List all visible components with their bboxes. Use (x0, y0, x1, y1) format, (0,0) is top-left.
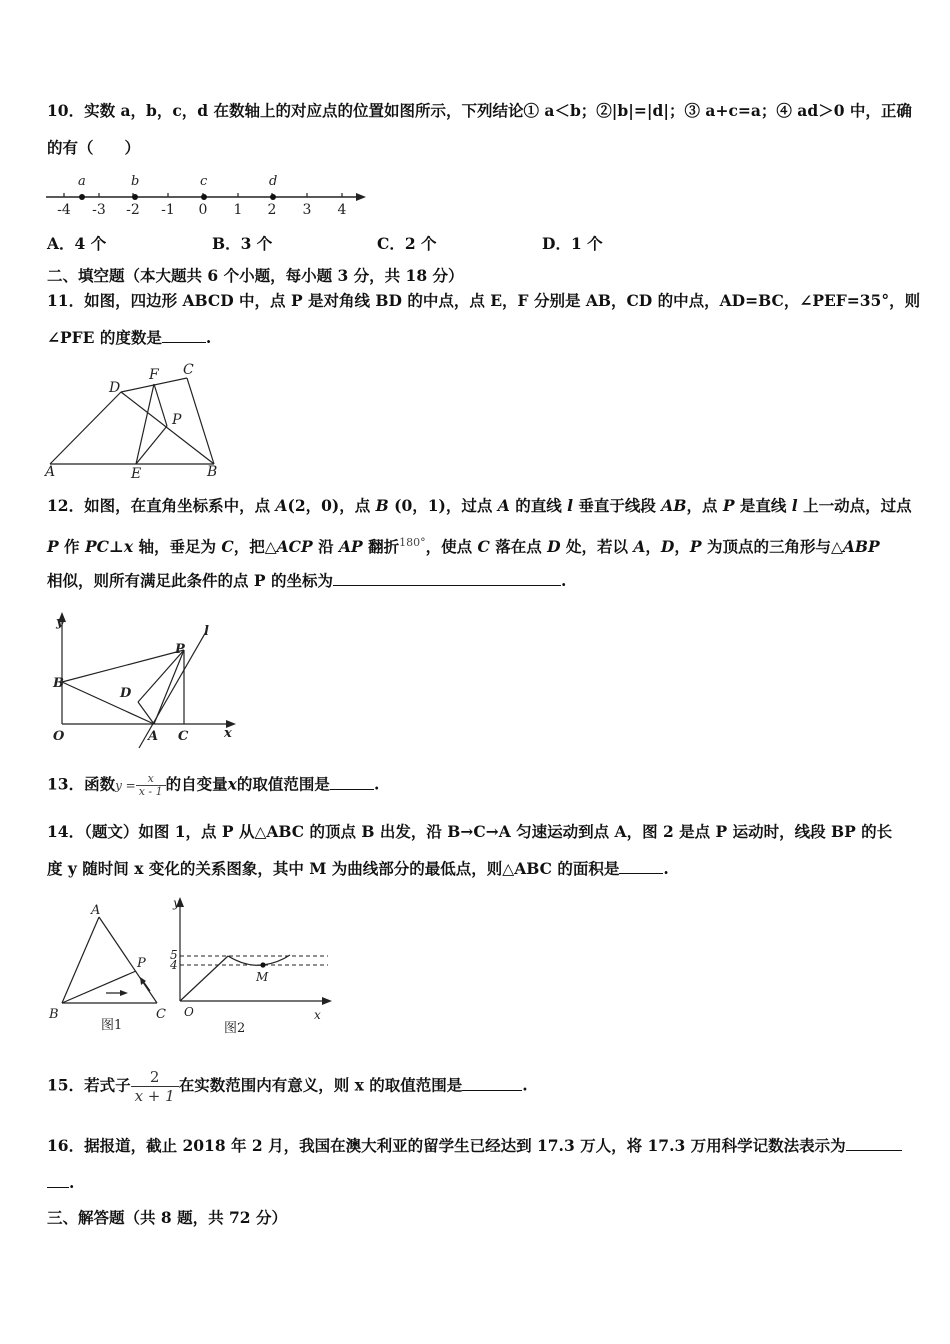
label-b: b (131, 174, 140, 189)
vertex-D: D (109, 380, 121, 396)
tick-label: -4 (57, 202, 71, 218)
q14-answer-blank[interactable] (619, 859, 663, 874)
tick-label: 1 (233, 202, 243, 218)
q11-answer-blank[interactable] (162, 328, 206, 343)
q11-stem-line2 (47, 327, 211, 349)
origin-O-label: O (184, 1005, 194, 1019)
q10-option-b[interactable]: B．3 个 (212, 234, 273, 253)
vertex-F: F (149, 367, 159, 383)
line-l-label: l (204, 624, 209, 639)
q15-answer-blank[interactable] (462, 1076, 522, 1091)
q12-answer-blank[interactable] (333, 571, 561, 586)
angle-180: 180° (399, 536, 426, 549)
q10-option-a[interactable]: A．4 个 (47, 234, 107, 253)
point-c (201, 194, 207, 200)
point-P: P (172, 412, 182, 428)
q15-stem: 15．若式子 $\frac{2}{x + 1}$ 在实数范围内有意义，则 x 的取值范围是 . (47, 1068, 528, 1105)
q14-figure-1-triangle (44, 897, 174, 1037)
label-a: a (78, 174, 86, 189)
q13-fraction: $\frac{x}{x - 1}$ (136, 773, 166, 798)
q10-stem-line2: 的有（ ） (47, 138, 141, 157)
vertex-A: A (45, 464, 56, 480)
axis-x-label: x (314, 1008, 321, 1022)
q16-answer-blank-cont[interactable] (47, 1173, 69, 1188)
vertex-B: B (49, 1007, 59, 1022)
point-P-label: P (175, 642, 185, 657)
point-A-label: A (148, 729, 159, 744)
tick-label: 0 (198, 202, 208, 218)
tick-label: -1 (161, 202, 175, 218)
q14-figure-2-graph (168, 895, 333, 1037)
point-P: P (137, 956, 146, 971)
tick-label: -2 (126, 202, 140, 218)
point-C-label: C (178, 729, 189, 744)
q11-prefix: ∠PFE 的度数是 (47, 328, 162, 347)
point-b (132, 194, 138, 200)
tick-label: 4 (337, 202, 347, 218)
tick-label: 3 (302, 202, 312, 218)
point-M-label: M (256, 970, 269, 984)
axis-y-label: y (56, 615, 64, 630)
q13-answer-blank[interactable] (330, 775, 374, 790)
q10-stem-line1: 10．实数 a，b，c，d 在数轴上的对应点的位置如图所示，下列结论① a＜b；②|b|=|d|；③ a+c=a；④ ad＞0 中，正确 (47, 101, 912, 120)
vertex-A: A (91, 903, 101, 918)
origin-O-label: O (53, 729, 65, 744)
q10-number-line (44, 168, 369, 220)
tick-label: -3 (92, 202, 106, 218)
q10-option-c[interactable]: C．2 个 (377, 234, 437, 253)
q15-fraction: $\frac{2}{x + 1}$ (131, 1068, 179, 1105)
q11-suffix: . (205, 328, 212, 347)
q12-coordinate-figure (44, 610, 244, 750)
point-D-label: D (120, 686, 132, 701)
value-5-label: 5 (170, 948, 178, 962)
q13-function-y: y = (115, 778, 136, 793)
q14-stem-line1: 14．（题文）如图 1，点 P 从△ABC 的顶点 B 出发，沿 B→C→A 匀速运动到点 A，图 2 是点 P 运动时，线段 BP 的长 (47, 822, 893, 841)
axis-y-label: y (173, 896, 180, 910)
q12-stem-line3: 相似，则所有满足此条件的点 P 的坐标为 . (47, 571, 567, 590)
vertex-B: B (207, 464, 218, 480)
point-a (79, 194, 85, 200)
q13-stem: 13．函数y = $\frac{x}{x - 1}$ 的自变量x的取值范围是 . (47, 772, 380, 798)
figure-1-caption: 图1 (101, 1018, 123, 1033)
tick-label: 2 (267, 202, 277, 218)
vertex-C: C (156, 1007, 166, 1022)
figure-2-caption: 图2 (224, 1021, 246, 1036)
section-3-heading: 三、解答题（共 8 题，共 72 分） (47, 1208, 287, 1227)
q14-stem-line2: 度 y 随时间 x 变化的关系图象，其中 M 为曲线部分的最低点，则△ABC 的面积是 . (47, 859, 669, 878)
q16-stem-line1: 16．据报道，截止 2018 年 2 月，我国在澳大利亚的留学生已经达到 17.3 万人，将 17.3 万用科学记数法表示为 (47, 1135, 902, 1157)
point-B-label: B (53, 676, 64, 691)
q11-stem-line1: 11．如图，四边形 ABCD 中，点 P 是对角线 BD 的中点，点 E，F 分别是 AB，CD 的中点，AD=BC，∠PEF=35°，则 (47, 291, 921, 310)
q11-quadrilateral-figure (44, 362, 224, 480)
q12-stem-line2: P 作 PC⊥x 轴，垂足为 C，把△ACP 沿 AP 翻折$^{180^\circ}$，使点 C 落在点 D 处，若以 A，D，P 为顶点的三角形与△ABP (47, 536, 880, 556)
midpoint-E: E (131, 466, 142, 480)
q16-stem-line2: . (47, 1172, 74, 1194)
q12-stem-line1: 12．如图，在直角坐标系中，点 A(2，0)，点 B (0，1)，过点 A 的直线 l 垂直于线段 AB，点 P 是直线 l 上一动点，过点 (47, 496, 912, 515)
value-4-label: 4 (170, 958, 178, 972)
label-d: d (269, 174, 278, 189)
vertex-C: C (183, 362, 194, 378)
q10-option-d[interactable]: D．1 个 (542, 234, 603, 253)
q16-answer-blank[interactable] (846, 1136, 902, 1151)
label-c: c (200, 174, 208, 189)
axis-x-label: x (224, 726, 232, 741)
min-point-M (260, 962, 265, 967)
point-d (270, 194, 276, 200)
section-2-heading: 二、填空题（本大题共 6 个小题，每小题 3 分，共 18 分） (47, 266, 464, 285)
